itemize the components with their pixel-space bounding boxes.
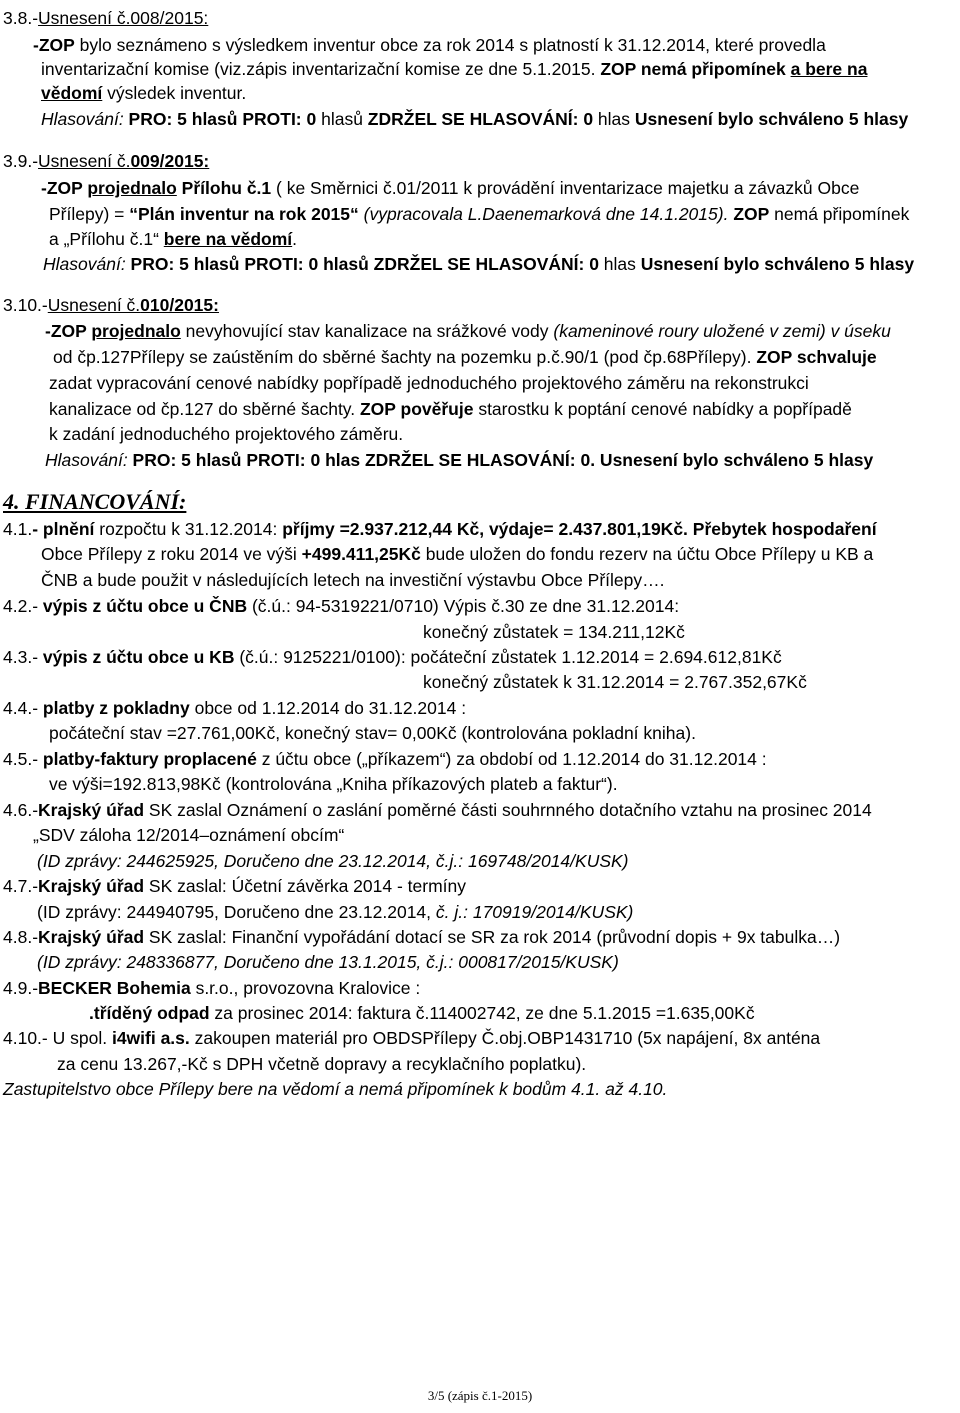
section-3-10-title: 3.10.-Usnesení č.010/2015: [3,295,219,315]
item-4-10-line-2: za cenu 13.267,-Kč s DPH včetně dopravy a recyklačního poplatku). [57,1054,587,1074]
section-3-9-line-3: Přílepy) = “Plán inventur na rok 2015“ (vypracovala L.Daenemarková dne 14.1.2015). ZOP nemá připomínek [49,204,910,224]
section-3-8-line-3: inventarizační komise (viz.zápis inventarizační komise ze dne 5.1.2015. ZOP nemá připomínek a bere na [41,59,868,79]
item-4-5-line-2: ve výši=192.813,98Kč (kontrolována „Kniha příkazových plateb a faktur“). [49,774,618,794]
section-3-10-line-6: k zadání jednoduchého projektového záměru. [49,424,404,444]
item-4-3-line-1: 4.3.- výpis z účtu obce u KB (č.ú.: 9125221/0100): počáteční zůstatek 1.12.2014 = 2.694.612,81Kč [3,647,782,667]
section-3-9-title: 3.9.-Usnesení č.009/2015: [3,151,210,171]
item-4-3-line-2: konečný zůstatek k 31.12.2014 = 2.767.352,67Kč [423,672,807,692]
section-3-10-line-5: kanalizace od čp.127 do sběrné šachty. ZOP pověřuje starostku k poptání cenové nabídky a popřípadě [49,399,852,419]
item-4-4-line-2: počáteční stav =27.761,00Kč, konečný stav= 0,00Kč (kontrolována pokladní kniha). [49,723,696,743]
item-4-1-line-1: 4.1.- plnění rozpočtu k 31.12.2014: příjmy =2.937.212,44 Kč, výdaje= 2.437.801,19Kč. Přebytek hospodaření [3,519,877,539]
item-4-5-line-1: 4.5.- platby-faktury proplacené z účtu obce („příkazem“) za období od 1.12.2014 do 31.12.2014 : [3,749,767,769]
section-3-10-line-2: -ZOP projednalo nevyhovující stav kanalizace na srážkové vody (kameninové roury uložené v zemi) v úseku [45,321,891,341]
item-4-6-line-1: 4.6.-Krajský úřad SK zaslal Oznámení o zaslání poměrné části souhrnného dotačního vztahu na prosinec 2014 [3,800,872,820]
item-4-1-line-2: Obce Přílepy z roku 2014 ve výši +499.411,25Kč bude uložen do fondu rezerv na účtu Obce Přílepy u KB a [41,544,874,564]
section-3-8-line-2: -ZOP bylo seznámeno s výsledkem inventur obce za rok 2014 s platností k 31.12.2014, které provedla [33,35,826,55]
section-3-9-line-2: -ZOP projednalo Přílohu č.1 ( ke Směrnici č.01/2011 k provádění inventarizace majetku a závazků Obce [41,178,860,198]
section-3-8-line-4: vědomí výsledek inventur. [41,83,247,103]
item-4-7-line-2: (ID zprávy: 244940795, Doručeno dne 23.12.2014, č. j.: 170919/2014/KUSK) [37,902,634,922]
item-4-4-line-1: 4.4.- platby z pokladny obce od 1.12.2014 do 31.12.2014 : [3,698,467,718]
section-3-10-line-4: zadat vypracování cenové nabídky popřípadě jednoduchého projektového záměru na rekonstrukci [49,373,809,393]
item-4-2-line-1: 4.2.- výpis z účtu obce u ČNB (č.ú.: 94-5319221/0710) Výpis č.30 ze dne 31.12.2014: [3,596,680,616]
section-heading-financovani: 4. FINANCOVÁNÍ: [3,489,187,514]
item-4-8-line-2: (ID zprávy: 248336877, Doručeno dne 13.1.2015, č.j.: 000817/2015/KUSK) [37,952,619,972]
item-4-9-line-1: 4.9.-BECKER Bohemia s.r.o., provozovna Kralovice : [3,978,421,998]
section-3-10-vote: Hlasování: PRO: 5 hlasů PROTI: 0 hlas ZDRŽEL SE HLASOVÁNÍ: 0. Usnesení bylo schváleno 5 hlasy [45,450,874,470]
item-4-1-line-3: ČNB a bude použit v následujících letech na investiční výstavbu Obce Přílepy…. [41,570,665,590]
section-3-8-title: 3.8.-Usnesení č.008/2015: [3,8,209,28]
item-4-7-line-1: 4.7.-Krajský úřad SK zaslal: Účetní závěrka 2014 - termíny [3,876,467,896]
section-3-9-line-4: a „Přílohu č.1“ bere na vědomí. [49,229,298,249]
closing-statement: Zastupitelstvo obce Přílepy bere na vědomí a nemá připomínek k bodům 4.1. až 4.10. [3,1079,668,1099]
item-4-8-line-1: 4.8.-Krajský úřad SK zaslal: Finanční vypořádání dotací se SR za rok 2014 (průvodní dopis + 9x tabulka…) [3,927,841,947]
item-4-6-line-3: (ID zprávy: 244625925, Doručeno dne 23.12.2014, č.j.: 169748/2014/KUSK) [37,851,629,871]
page-footer: 3/5 (zápis č.1-2015) [427,1388,533,1403]
item-4-6-line-2: „SDV záloha 12/2014–oznámení obcím“ [33,825,345,845]
item-4-9-line-2: .tříděný odpad za prosinec 2014: faktura č.114002742, ze dne 5.1.2015 =1.635,00Kč [89,1003,755,1023]
item-4-2-line-2: konečný zůstatek = 134.211,12Kč [423,622,685,642]
section-3-10-line-3: od čp.127Přílepy se zaústěním do sběrné šachty na pozemku p.č.90/1 (pod čp.68Přílepy). ZOP schvaluje [53,347,877,367]
section-3-8-vote: Hlasování: PRO: 5 hlasů PROTI: 0 hlasů ZDRŽEL SE HLASOVÁNÍ: 0 hlas Usnesení bylo schváleno 5 hlasy [41,109,909,129]
section-3-9-vote: Hlasování: PRO: 5 hlasů PROTI: 0 hlasů ZDRŽEL SE HLASOVÁNÍ: 0 hlas Usnesení bylo schváleno 5 hlasy [43,254,915,274]
item-4-10-line-1: 4.10.- U spol. i4wifi a.s. zakoupen materiál pro OBDSPřílepy Č.obj.OBP1431710 (5x napájení, 8x anténa [3,1028,821,1048]
